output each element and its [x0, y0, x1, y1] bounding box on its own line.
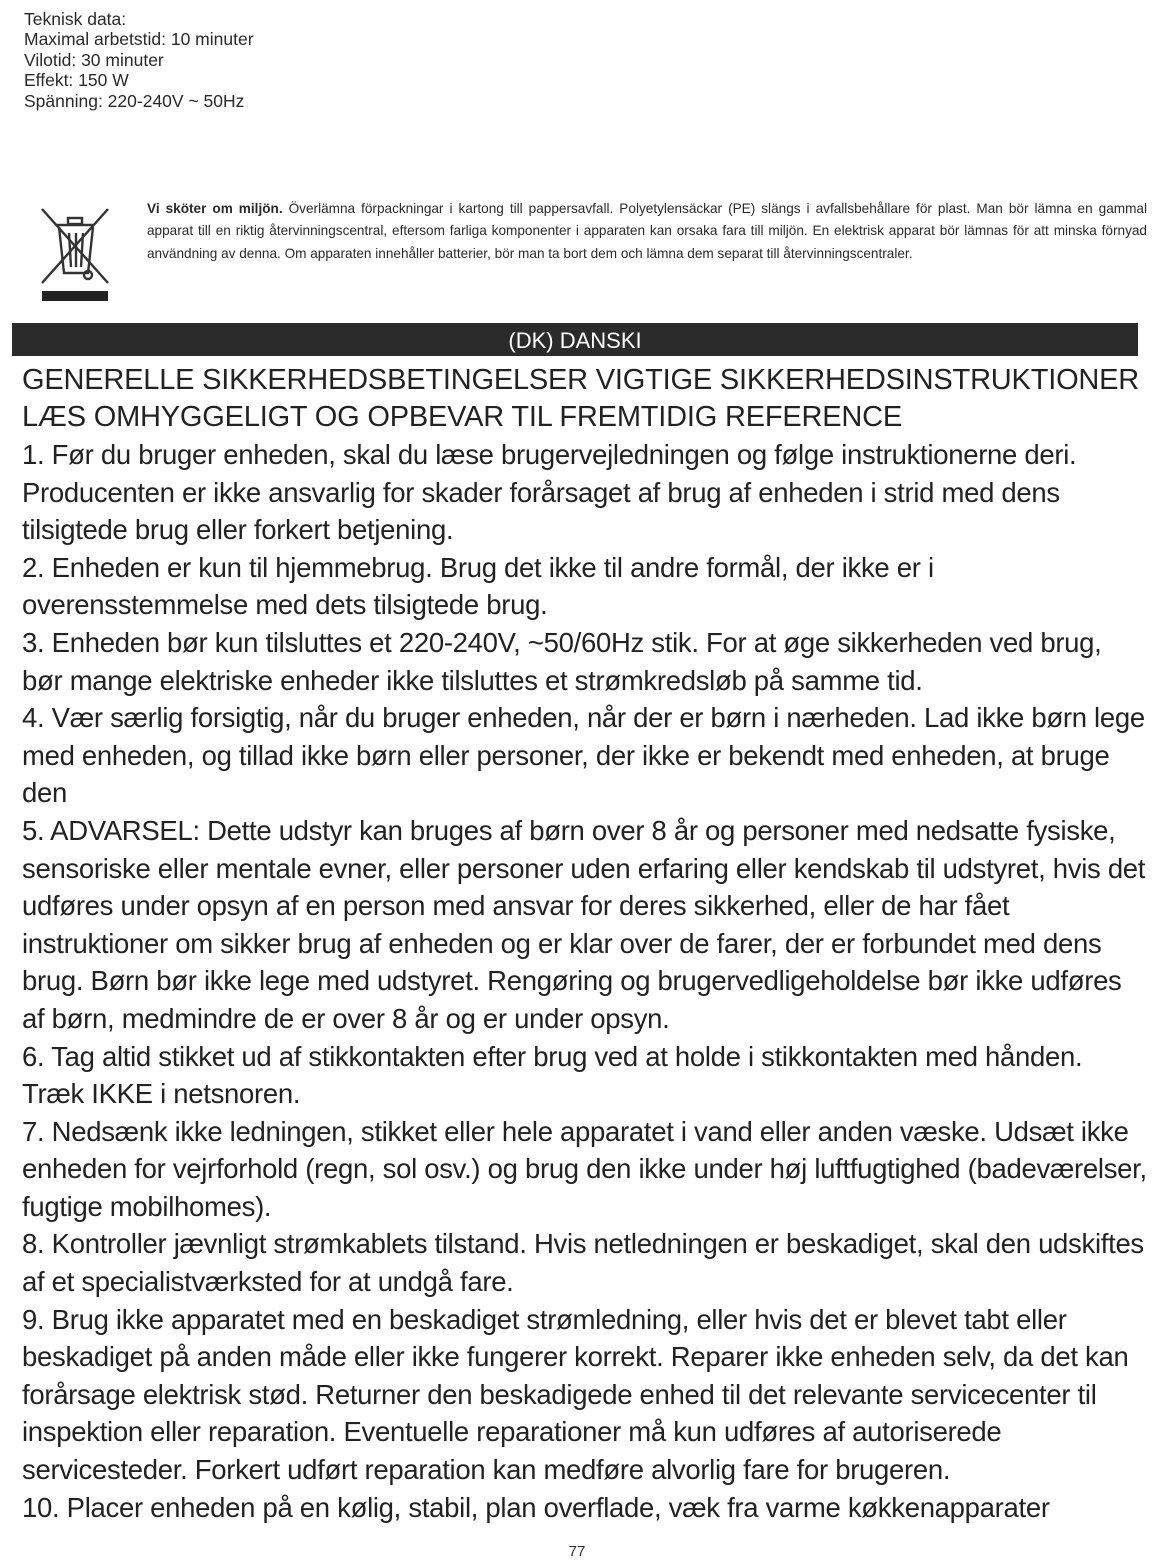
instruction-item: 6. Tag altid stikket ud af stikkontakten efter brug ved at holde i stikkontakten med hånden. Træk IKKE i netsnoren.	[22, 1040, 1083, 1110]
instruction-item: 9. Brug ikke apparatet med en beskadiget strømledning, eller hvis det er blevet tabt eller beskadiget på anden måde eller ikke fungerer korrekt. Reparer ikke enheden selv, da det kan forårsage elektrisk stød. Returner den beskadigede enhed til det relevante servicecenter til inspektion eller reparation. Eventuelle reparationer må kun udføres af autoriserede servicesteder. Forkert udført reparation kan medføre alvorlig fare for brugeren.	[22, 1303, 1129, 1486]
instruction-item: 8. Kontroller jævnligt strømkablets tilstand. Hvis netledningen er beskadiget, skal den udskiftes af et specialistværksted for at undgå fare.	[22, 1228, 1144, 1298]
environment-notice-title: Vi sköter om miljön.	[147, 201, 283, 216]
language-section-band	[12, 323, 1138, 356]
instruction-item: 3. Enheden bør kun tilsluttes et 220-240V, ~50/60Hz stik. For at øge sikkerheden ved brug, bør mange elektriske enheder ikke tilsluttes et strømkredsløb på samme tid.	[22, 626, 1102, 696]
instruction-item: 4. Vær særlig forsigtig, når du bruger enheden, når der er børn i nærheden. Lad ikke børn lege med enheden, og tillad ikke børn eller personer, der ikke er bekendt med enheden, at bruge den	[22, 702, 1145, 809]
tech-line: Vilotid: 30 minuter	[24, 49, 164, 70]
safety-instructions	[22, 436, 1147, 1526]
tech-line: Effekt: 150 W	[24, 70, 129, 91]
tech-line: Maximal arbetstid: 10 minuter	[24, 29, 254, 50]
reference-heading: LÆS OMHYGGELIGT OG OPBEVAR TIL FREMTIDIG REFERENCE	[22, 401, 903, 433]
instruction-item: 5. ADVARSEL: Dette udstyr kan bruges af børn over 8 år og personer med nedsatte fysiske, sensoriske eller mentale evner, eller personer uden erfaring eller kendskab til udstyret, hvis det udføres under opsyn af en person med ansvar for deres sikkerhed, eller de har fået instruktioner om sikker brug af enheden og er klar over de farer, der er forbundet med dens brug. Børn bør ikke lege med udstyret. Rengøring og brugervedligeholdelse bør ikke udføres af børn, medmindre de er over 8 år og er under opsyn.	[22, 814, 1146, 1034]
instruction-item: 10. Placer enheden på en kølig, stabil, plan overflade, væk fra varme køkkenapparater	[22, 1491, 1050, 1523]
weee-crossed-bin-icon	[36, 203, 114, 303]
tech-line: Spänning: 220-240V ~ 50Hz	[24, 90, 245, 111]
environment-notice	[147, 198, 1147, 265]
instruction-item: 2. Enheden er kun til hjemmebrug. Brug det ikke til andre formål, der ikke er i overensstemmelse med dets tilsigtede brug.	[22, 551, 934, 621]
tech-line: Teknisk data:	[24, 9, 127, 29]
instruction-item: 1. Før du bruger enheden, skal du læse brugervejledningen og følge instruktionerne deri. Producenten er ikke ansvarlig for skader forårsaget af brug af enheden i strid med dens tilsigtede brug eller forkert betjening.	[22, 439, 1077, 546]
technical-data	[24, 9, 254, 111]
instruction-item: 7. Nedsænk ikke ledningen, stikket eller hele apparatet i vand eller anden væske. Udsæt ikke enheden for vejrforhold (regn, sol osv.) og brug den ikke under høj luftfugtighed (badeværelser, fugtige mobilhomes).	[22, 1115, 1147, 1222]
environment-notice-text: Överlämna förpackningar i kartong till pappersavfall. Polyetylensäckar (PE) slängs i avfallsbehållare för plast. Man bör lämna en gammal apparat till en riktig återvinningscentral, eftersom farliga komponenter i apparaten kan orsaka fara till miljön. En elektrisk apparat bör lämnas för att minska förnyad användning av denna. Om apparaten innehåller batterier, bör man ta bort dem och lämna dem separat till återvinningscentraler.	[147, 201, 1148, 261]
page-number: 77	[568, 1543, 586, 1560]
language-section-label: (DK) DANSKI	[508, 328, 642, 353]
safety-heading: GENERELLE SIKKERHEDSBETINGELSER VIGTIGE SIKKERHEDSINSTRUKTIONER	[22, 364, 1140, 396]
